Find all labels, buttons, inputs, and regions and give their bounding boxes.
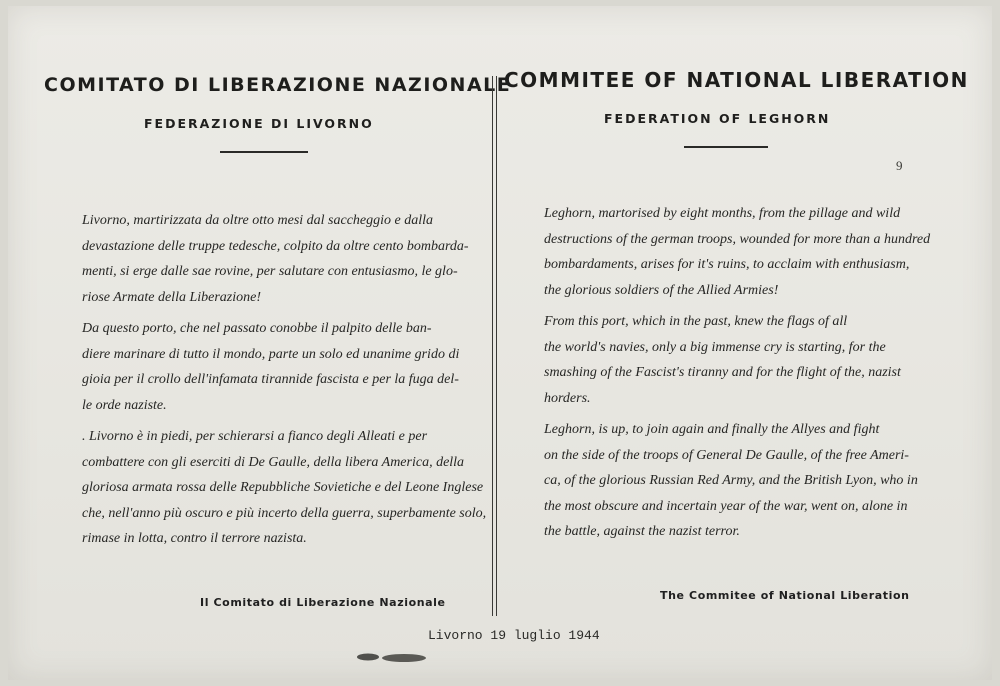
text-line: the glorious soldiers of the Allied Armies!	[544, 282, 779, 298]
text-line: Livorno, martirizzata da oltre otto mesi dal saccheggio e dalla	[82, 213, 434, 228]
text-line: the battle, against the nazist terror.	[544, 524, 740, 539]
text-line: Leghorn, is up, to join again and finally the Allyes and fight	[544, 422, 880, 437]
text-line: riose Armate della Liberazione!	[82, 289, 262, 305]
text-line: the most obscure and incertain year of the war, went on, alone in	[544, 498, 908, 514]
margin-mark: 9	[896, 158, 903, 173]
text-line: Leghorn, martorised by eight months, from the pillage and wild	[544, 206, 901, 221]
text-line: devastazione delle truppe tedesche, colpito da oltre cento bombarda-	[82, 238, 469, 254]
text-line: From this port, which in the past, knew the flags of all	[544, 314, 848, 329]
english-title-underline	[684, 146, 768, 148]
text-line: Da questo porto, che nel passato conobbe il palpito delle ban-	[82, 321, 432, 336]
text-line: the world's navies, only a big immense cry is starting, for the	[544, 339, 886, 355]
english-paragraph-2	[516, 309, 946, 411]
english-title: COMMITEE OF NATIONAL LIBERATION	[504, 68, 969, 92]
text-line: ca, of the glorious Russian Red Army, and the British Lyon, who in	[544, 473, 918, 488]
italian-body	[54, 208, 486, 558]
text-line: smashing of the Fascist's tiranny and for the flight of the, nazist	[544, 365, 901, 380]
italian-paragraph-3	[54, 424, 486, 552]
text-line: destructions of the german troops, wounded for more than a hundred	[544, 231, 931, 247]
text-line: menti, si erge dalle sae rovine, per salutare con entusiasmo, le glo-	[82, 264, 458, 279]
italian-subtitle: FEDERAZIONE DI LIVORNO	[144, 116, 374, 131]
text-line: . Livorno è in piedi, per schierarsi a fianco degli Alleati e per	[82, 429, 428, 444]
english-body	[516, 201, 946, 551]
text-line: che, nell'anno più oscuro e più incerto della guerra, superbamente solo,	[82, 505, 487, 521]
date-line: Livorno 19 luglio 1944	[428, 628, 600, 643]
text-line: horders.	[544, 390, 591, 406]
poster-sheet	[8, 6, 992, 680]
italian-signature: Il Comitato di Liberazione Nazionale	[200, 596, 446, 609]
text-line: gioia per il crollo dell'infamata tirannide fascista e per la fuga del-	[82, 372, 459, 387]
text-line: on the side of the troops of General De Gaulle, of the free Ameri-	[544, 447, 909, 463]
english-paragraph-3	[516, 417, 946, 545]
english-subtitle: FEDERATION OF LEGHORN	[604, 111, 831, 126]
italian-paragraph-1	[54, 208, 486, 310]
column-divider	[492, 76, 497, 616]
italian-title: COMITATO DI LIBERAZIONE NAZIONALE	[44, 74, 512, 96]
ink-smudge	[356, 650, 428, 664]
text-line: le orde naziste.	[82, 397, 167, 413]
text-line: bombardaments, arises for it's ruins, to acclaim with enthusiasm,	[544, 257, 910, 272]
italian-paragraph-2	[54, 316, 486, 418]
text-line: combattere con gli eserciti di De Gaulle, della libera America, della	[82, 454, 465, 470]
text-line: rimase in lotta, contro il terrore nazista.	[82, 531, 307, 546]
text-line: gloriosa armata rossa delle Repubbliche Sovietiche e del Leone Inglese	[82, 480, 484, 495]
english-paragraph-1	[516, 201, 946, 303]
italian-title-underline	[220, 151, 308, 153]
text-line: diere marinare di tutto il mondo, parte un solo ed unanime grido di	[82, 346, 460, 362]
english-signature: The Commitee of National Liberation	[660, 589, 910, 602]
